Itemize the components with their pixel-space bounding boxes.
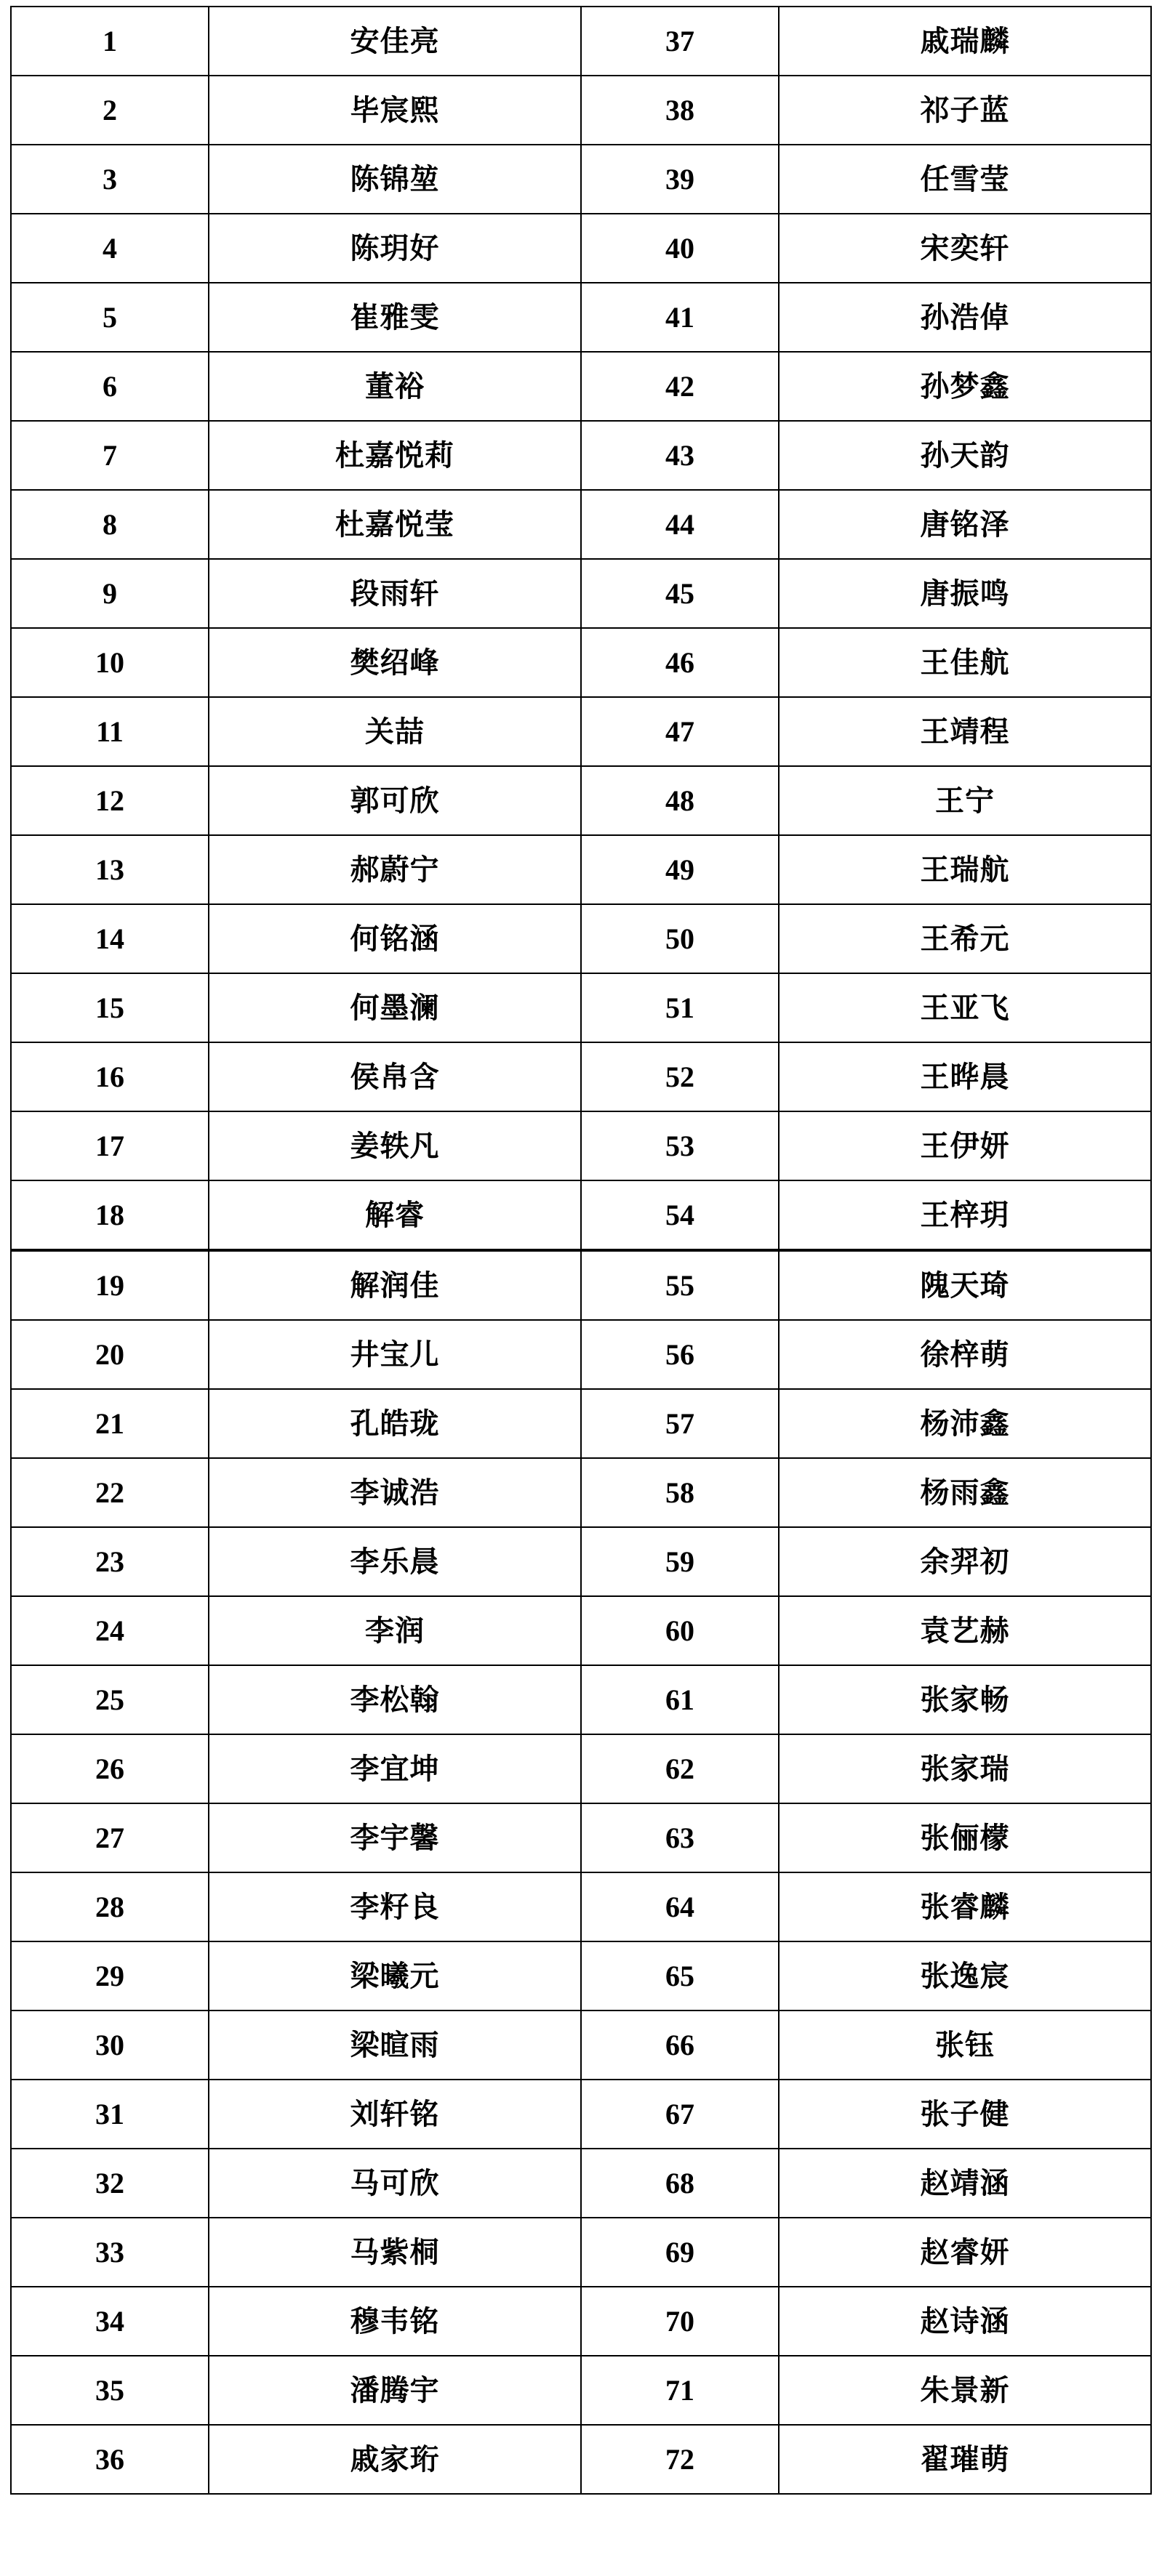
cell-name-left: 董裕: [209, 352, 581, 421]
cell-number-left: 32: [11, 2149, 209, 2218]
cell-number-right: 58: [581, 1458, 779, 1527]
cell-name-right: 宋奕轩: [779, 214, 1151, 283]
cell-name-right: 张家瑞: [779, 1734, 1151, 1803]
cell-number-right: 59: [581, 1527, 779, 1596]
table-row: [11, 904, 1151, 973]
cell-name-left: 潘腾宇: [209, 2356, 581, 2425]
cell-number-left: 29: [11, 1941, 209, 2011]
table-row: [11, 1111, 1151, 1180]
cell-name-left: 李宜坤: [209, 1734, 581, 1803]
cell-name-right: 张睿麟: [779, 1872, 1151, 1941]
cell-number-right: 46: [581, 628, 779, 697]
cell-name-right: 王伊妍: [779, 1111, 1151, 1180]
cell-number-right: 61: [581, 1665, 779, 1734]
cell-name-right: 唐铭泽: [779, 490, 1151, 559]
cell-number-left: 2: [11, 76, 209, 145]
cell-name-right: 孙梦鑫: [779, 352, 1151, 421]
cell-number-right: 48: [581, 766, 779, 835]
table-row: [11, 1180, 1151, 1250]
cell-number-right: 49: [581, 835, 779, 904]
table-row: [11, 628, 1151, 697]
cell-number-left: 28: [11, 1872, 209, 1941]
cell-number-left: 1: [11, 7, 209, 76]
cell-number-left: 11: [11, 697, 209, 766]
cell-name-right: 王晔晨: [779, 1042, 1151, 1111]
cell-name-left: 毕宸熙: [209, 76, 581, 145]
cell-name-right: 袁艺赫: [779, 1596, 1151, 1665]
table-row: [11, 421, 1151, 490]
cell-name-right: 王靖程: [779, 697, 1151, 766]
cell-name-left: 穆韦铭: [209, 2287, 581, 2356]
table-row: [11, 2218, 1151, 2287]
table-row: [11, 835, 1151, 904]
cell-number-left: 12: [11, 766, 209, 835]
cell-number-right: 52: [581, 1042, 779, 1111]
cell-name-right: 张俪檬: [779, 1803, 1151, 1872]
cell-number-right: 67: [581, 2080, 779, 2149]
roster-table-body: [11, 7, 1151, 2494]
cell-name-left: 马紫桐: [209, 2218, 581, 2287]
cell-name-right: 祁子蓝: [779, 76, 1151, 145]
cell-number-left: 25: [11, 1665, 209, 1734]
table-row: [11, 145, 1151, 214]
cell-number-right: 40: [581, 214, 779, 283]
cell-name-left: 杜嘉悦莹: [209, 490, 581, 559]
cell-number-left: 31: [11, 2080, 209, 2149]
cell-name-right: 王瑞航: [779, 835, 1151, 904]
cell-number-left: 17: [11, 1111, 209, 1180]
cell-name-right: 唐振鸣: [779, 559, 1151, 628]
table-row: [11, 697, 1151, 766]
cell-name-left: 刘轩铭: [209, 2080, 581, 2149]
table-row: [11, 490, 1151, 559]
cell-number-left: 30: [11, 2011, 209, 2080]
cell-number-left: 24: [11, 1596, 209, 1665]
cell-number-right: 64: [581, 1872, 779, 1941]
cell-number-right: 55: [581, 1250, 779, 1320]
cell-name-right: 徐梓萌: [779, 1320, 1151, 1389]
cell-name-right: 王梓玥: [779, 1180, 1151, 1250]
cell-number-right: 50: [581, 904, 779, 973]
cell-name-left: 李诚浩: [209, 1458, 581, 1527]
cell-number-left: 34: [11, 2287, 209, 2356]
cell-name-right: 余羿初: [779, 1527, 1151, 1596]
cell-name-right: 张子健: [779, 2080, 1151, 2149]
table-row: [11, 1320, 1151, 1389]
cell-name-left: 李籽良: [209, 1872, 581, 1941]
cell-name-right: 任雪莹: [779, 145, 1151, 214]
table-row: [11, 1250, 1151, 1320]
cell-number-right: 69: [581, 2218, 779, 2287]
cell-name-left: 马可欣: [209, 2149, 581, 2218]
cell-name-left: 姜轶凡: [209, 1111, 581, 1180]
cell-number-right: 54: [581, 1180, 779, 1250]
cell-name-left: 何墨澜: [209, 973, 581, 1042]
cell-name-left: 李宇馨: [209, 1803, 581, 1872]
table-row: [11, 214, 1151, 283]
cell-number-left: 13: [11, 835, 209, 904]
cell-number-right: 44: [581, 490, 779, 559]
table-row: [11, 1389, 1151, 1458]
cell-number-left: 6: [11, 352, 209, 421]
table-row: [11, 1527, 1151, 1596]
cell-name-left: 孔皓珑: [209, 1389, 581, 1458]
table-row: [11, 2080, 1151, 2149]
cell-name-left: 何铭涵: [209, 904, 581, 973]
cell-number-left: 35: [11, 2356, 209, 2425]
cell-name-right: 孙天韵: [779, 421, 1151, 490]
cell-name-left: 杜嘉悦莉: [209, 421, 581, 490]
cell-number-right: 43: [581, 421, 779, 490]
cell-name-left: 解润佳: [209, 1250, 581, 1320]
cell-number-left: 18: [11, 1180, 209, 1250]
table-row: [11, 2425, 1151, 2494]
table-row: [11, 7, 1151, 76]
cell-name-left: 陈玥好: [209, 214, 581, 283]
cell-number-left: 23: [11, 1527, 209, 1596]
table-row: [11, 1872, 1151, 1941]
cell-number-right: 45: [581, 559, 779, 628]
cell-name-right: 戚瑞麟: [779, 7, 1151, 76]
cell-name-left: 安佳亮: [209, 7, 581, 76]
table-row: [11, 1665, 1151, 1734]
cell-name-left: 李润: [209, 1596, 581, 1665]
cell-name-left: 段雨轩: [209, 559, 581, 628]
cell-name-right: 隗天琦: [779, 1250, 1151, 1320]
cell-number-left: 5: [11, 283, 209, 352]
cell-number-right: 62: [581, 1734, 779, 1803]
cell-number-right: 71: [581, 2356, 779, 2425]
cell-name-left: 解睿: [209, 1180, 581, 1250]
cell-number-left: 27: [11, 1803, 209, 1872]
cell-number-right: 51: [581, 973, 779, 1042]
cell-number-right: 42: [581, 352, 779, 421]
cell-name-right: 杨沛鑫: [779, 1389, 1151, 1458]
cell-name-right: 翟璀萌: [779, 2425, 1151, 2494]
table-row: [11, 2356, 1151, 2425]
table-row: [11, 1803, 1151, 1872]
table-row: [11, 2287, 1151, 2356]
cell-name-right: 孙浩倬: [779, 283, 1151, 352]
cell-name-left: 梁暄雨: [209, 2011, 581, 2080]
cell-name-left: 樊绍峰: [209, 628, 581, 697]
cell-number-left: 16: [11, 1042, 209, 1111]
cell-name-right: 张家畅: [779, 1665, 1151, 1734]
cell-number-left: 7: [11, 421, 209, 490]
cell-number-left: 26: [11, 1734, 209, 1803]
table-row: [11, 2149, 1151, 2218]
cell-number-right: 60: [581, 1596, 779, 1665]
cell-name-left: 郝蔚宁: [209, 835, 581, 904]
roster-table: [10, 6, 1152, 2495]
cell-number-right: 57: [581, 1389, 779, 1458]
cell-number-left: 9: [11, 559, 209, 628]
cell-number-right: 70: [581, 2287, 779, 2356]
table-row: [11, 559, 1151, 628]
cell-name-right: 王亚飞: [779, 973, 1151, 1042]
cell-number-right: 68: [581, 2149, 779, 2218]
cell-name-left: 李乐晨: [209, 1527, 581, 1596]
cell-name-right: 赵靖涵: [779, 2149, 1151, 2218]
table-row: [11, 1734, 1151, 1803]
cell-name-left: 陈锦堃: [209, 145, 581, 214]
cell-name-right: 张钰: [779, 2011, 1151, 2080]
cell-number-left: 21: [11, 1389, 209, 1458]
cell-number-left: 22: [11, 1458, 209, 1527]
table-row: [11, 283, 1151, 352]
cell-number-right: 72: [581, 2425, 779, 2494]
cell-number-left: 36: [11, 2425, 209, 2494]
cell-name-left: 关喆: [209, 697, 581, 766]
cell-number-left: 20: [11, 1320, 209, 1389]
cell-number-left: 10: [11, 628, 209, 697]
table-row: [11, 1042, 1151, 1111]
cell-name-left: 郭可欣: [209, 766, 581, 835]
cell-number-right: 63: [581, 1803, 779, 1872]
cell-name-left: 井宝儿: [209, 1320, 581, 1389]
cell-name-right: 王宁: [779, 766, 1151, 835]
cell-number-left: 15: [11, 973, 209, 1042]
cell-name-right: 王希元: [779, 904, 1151, 973]
cell-name-left: 侯帛含: [209, 1042, 581, 1111]
cell-number-right: 53: [581, 1111, 779, 1180]
cell-number-left: 3: [11, 145, 209, 214]
cell-name-left: 李松翰: [209, 1665, 581, 1734]
cell-name-right: 赵睿妍: [779, 2218, 1151, 2287]
cell-name-right: 赵诗涵: [779, 2287, 1151, 2356]
table-row: [11, 1941, 1151, 2011]
cell-number-right: 37: [581, 7, 779, 76]
table-row: [11, 1596, 1151, 1665]
table-row: [11, 2011, 1151, 2080]
table-row: [11, 76, 1151, 145]
cell-number-left: 8: [11, 490, 209, 559]
cell-name-left: 梁曦元: [209, 1941, 581, 2011]
cell-number-right: 38: [581, 76, 779, 145]
cell-name-right: 王佳航: [779, 628, 1151, 697]
cell-name-left: 崔雅雯: [209, 283, 581, 352]
cell-name-right: 杨雨鑫: [779, 1458, 1151, 1527]
cell-number-right: 47: [581, 697, 779, 766]
cell-name-left: 戚家珩: [209, 2425, 581, 2494]
table-row: [11, 973, 1151, 1042]
table-row: [11, 1458, 1151, 1527]
table-row: [11, 766, 1151, 835]
cell-name-right: 朱景新: [779, 2356, 1151, 2425]
table-row: [11, 352, 1151, 421]
cell-number-right: 56: [581, 1320, 779, 1389]
cell-number-left: 14: [11, 904, 209, 973]
cell-number-right: 41: [581, 283, 779, 352]
cell-number-left: 19: [11, 1250, 209, 1320]
cell-number-right: 65: [581, 1941, 779, 2011]
cell-number-right: 39: [581, 145, 779, 214]
cell-name-right: 张逸宸: [779, 1941, 1151, 2011]
cell-number-left: 4: [11, 214, 209, 283]
cell-number-left: 33: [11, 2218, 209, 2287]
cell-number-right: 66: [581, 2011, 779, 2080]
